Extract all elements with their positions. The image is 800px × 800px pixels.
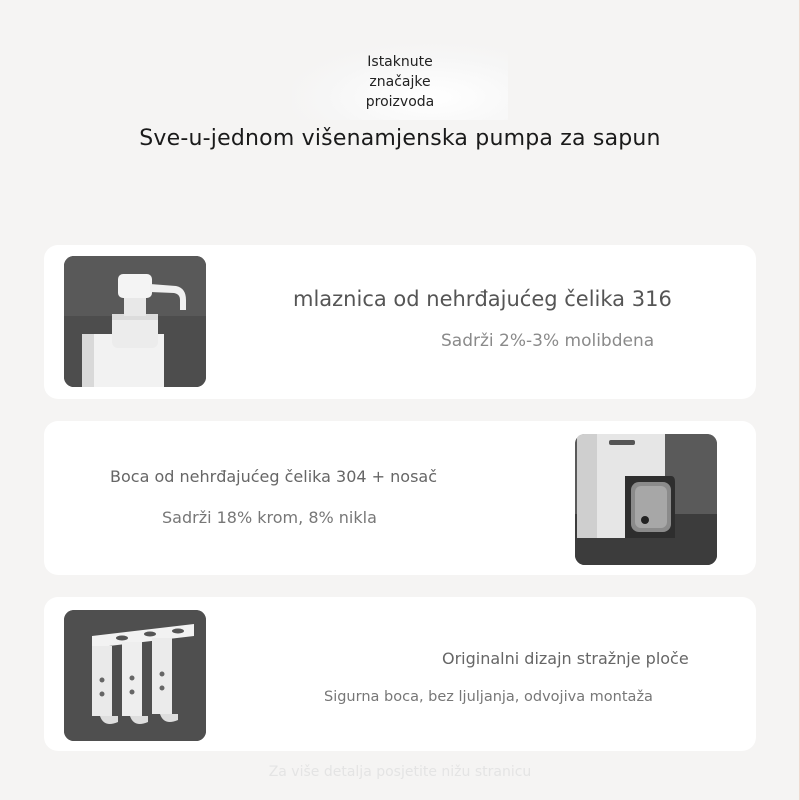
pump-nozzle-photo	[64, 256, 206, 387]
header-tag-line-3: proizvoda	[365, 94, 435, 110]
header-tag-line-1: Istaknute	[367, 54, 433, 70]
back-plate-photo	[64, 610, 206, 741]
page-title: Sve-u-jednom višenamjenska pumpa za sapun	[139, 126, 661, 151]
feature-title: Boca od nehrđajućeg čelika 304 + nosač	[110, 467, 438, 486]
header-tag-line-2: značajke	[369, 74, 431, 90]
feature-card-backplate	[44, 597, 756, 751]
feature-title: Originalni dizajn stražnje ploče	[442, 649, 689, 668]
feature-subtitle: Sigurna boca, bez ljuljanja, odvojiva montaža	[324, 689, 653, 705]
feature-card-nozzle	[44, 245, 756, 399]
bottle-bracket-icon	[575, 434, 717, 565]
feature-subtitle: Sadrži 2%-3% molibdena	[441, 331, 655, 351]
header-tag	[292, 44, 508, 120]
feature-title: mlaznica od nehrđajućeg čelika 316	[293, 287, 672, 311]
pump-nozzle-icon	[64, 256, 206, 387]
bottle-bracket-photo	[575, 434, 717, 565]
feature-subtitle: Sadrži 18% krom, 8% nikla	[162, 508, 377, 527]
footer-note: Za više detalja posjetite nižu stranicu	[268, 764, 532, 780]
back-plate-icon	[64, 610, 206, 741]
feature-card-bottle	[44, 421, 756, 575]
